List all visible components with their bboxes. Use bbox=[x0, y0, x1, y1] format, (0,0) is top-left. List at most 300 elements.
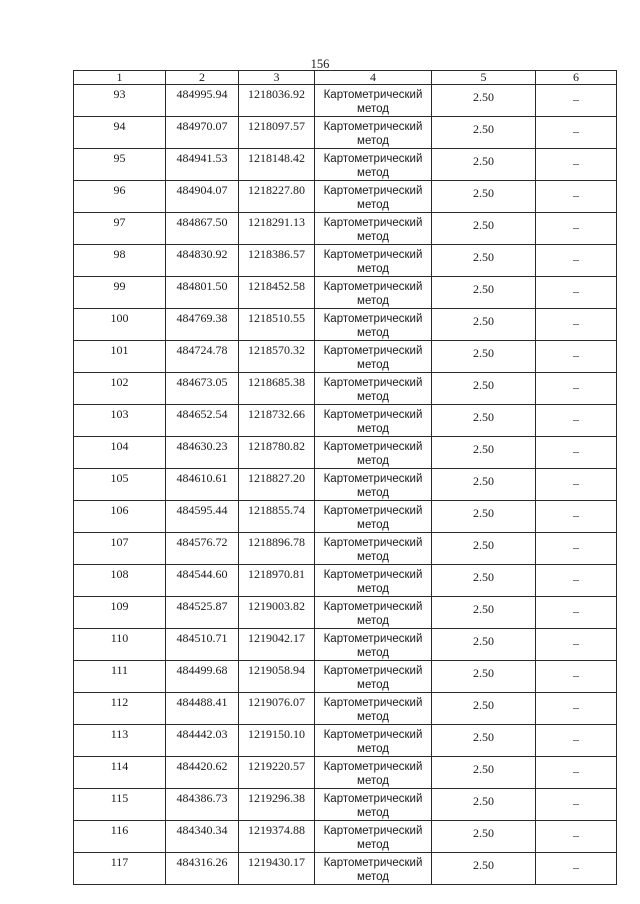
method-cell-text: Картометрический метод bbox=[323, 89, 423, 115]
x-coordinate-cell-text: 484316.26 bbox=[176, 855, 228, 869]
table-row bbox=[74, 405, 617, 437]
precision-cell bbox=[432, 213, 536, 245]
y-coordinate-cell-text: 1218896.78 bbox=[248, 535, 305, 549]
note-cell bbox=[536, 341, 617, 373]
x-coordinate-cell-text: 484801.50 bbox=[176, 279, 228, 293]
precision-cell-text: 2.50 bbox=[473, 602, 494, 616]
point-number-cell bbox=[74, 821, 166, 853]
y-coordinate-cell bbox=[239, 565, 315, 597]
precision-cell-text: 2.50 bbox=[473, 186, 494, 200]
method-cell-text: Картометрический метод bbox=[323, 441, 423, 467]
precision-cell bbox=[432, 693, 536, 725]
precision-cell-text: 2.50 bbox=[473, 282, 494, 296]
precision-cell bbox=[432, 565, 536, 597]
method-cell bbox=[315, 661, 432, 693]
x-coordinate-cell bbox=[166, 821, 239, 853]
precision-cell bbox=[432, 149, 536, 181]
table-row bbox=[74, 277, 617, 309]
method-cell-text: Картометрический метод bbox=[323, 505, 423, 531]
y-coordinate-cell bbox=[239, 661, 315, 693]
precision-cell-text: 2.50 bbox=[473, 378, 494, 392]
x-coordinate-cell-text: 484442.03 bbox=[176, 727, 228, 741]
method-cell-text: Картометрический метод bbox=[323, 793, 423, 819]
note-cell-text: – bbox=[573, 284, 579, 298]
point-number-cell-text: 98 bbox=[113, 247, 126, 261]
x-coordinate-cell-text: 484673.05 bbox=[176, 375, 228, 389]
method-cell-text: Картометрический метод bbox=[323, 601, 423, 627]
y-coordinate-cell bbox=[239, 85, 315, 117]
table-row bbox=[74, 661, 617, 693]
point-number-cell-text: 106 bbox=[110, 503, 129, 517]
point-number-cell-text: 96 bbox=[113, 183, 126, 197]
x-coordinate-cell-text: 484941.53 bbox=[176, 151, 228, 165]
precision-cell bbox=[432, 85, 536, 117]
note-cell bbox=[536, 661, 617, 693]
y-coordinate-cell-text: 1219076.07 bbox=[248, 695, 305, 709]
y-coordinate-cell-text: 1219374.88 bbox=[248, 823, 305, 837]
note-cell-text: – bbox=[573, 412, 579, 426]
method-cell bbox=[315, 341, 432, 373]
method-cell bbox=[315, 437, 432, 469]
note-cell bbox=[536, 501, 617, 533]
precision-cell bbox=[432, 757, 536, 789]
method-cell bbox=[315, 469, 432, 501]
method-cell-text: Картометрический метод bbox=[323, 345, 423, 371]
x-coordinate-cell-text: 484830.92 bbox=[176, 247, 228, 261]
note-cell bbox=[536, 757, 617, 789]
point-number-cell bbox=[74, 437, 166, 469]
table-row bbox=[74, 533, 617, 565]
method-cell-text: Картометрический метод bbox=[323, 857, 423, 883]
note-cell bbox=[536, 789, 617, 821]
x-coordinate-cell-text: 484499.68 bbox=[176, 663, 228, 677]
table-row bbox=[74, 501, 617, 533]
point-number-cell-text: 99 bbox=[113, 279, 126, 293]
method-cell bbox=[315, 213, 432, 245]
point-number-cell-text: 104 bbox=[110, 439, 129, 453]
table-row bbox=[74, 341, 617, 373]
method-cell bbox=[315, 789, 432, 821]
y-coordinate-cell bbox=[239, 757, 315, 789]
y-coordinate-cell-text: 1218685.38 bbox=[248, 375, 305, 389]
precision-cell-text: 2.50 bbox=[473, 346, 494, 360]
x-coordinate-cell-text: 484904.07 bbox=[176, 183, 228, 197]
method-cell-text: Картометрический метод bbox=[323, 281, 423, 307]
precision-cell-text: 2.50 bbox=[473, 826, 494, 840]
point-number-cell bbox=[74, 533, 166, 565]
method-cell bbox=[315, 597, 432, 629]
point-number-cell-text: 100 bbox=[110, 311, 129, 325]
method-cell bbox=[315, 757, 432, 789]
x-coordinate-cell bbox=[166, 85, 239, 117]
method-cell-text: Картометрический метод bbox=[323, 409, 423, 435]
point-number-cell-text: 114 bbox=[110, 759, 129, 773]
table-row bbox=[74, 437, 617, 469]
note-cell-text: – bbox=[573, 92, 579, 106]
note-cell bbox=[536, 853, 617, 885]
point-number-cell bbox=[74, 661, 166, 693]
point-number-cell bbox=[74, 341, 166, 373]
table-header-row bbox=[74, 71, 617, 85]
note-cell bbox=[536, 597, 617, 629]
method-cell bbox=[315, 533, 432, 565]
x-coordinate-cell-text: 484769.38 bbox=[176, 311, 228, 325]
note-cell bbox=[536, 437, 617, 469]
y-coordinate-cell bbox=[239, 309, 315, 341]
point-number-cell bbox=[74, 565, 166, 597]
precision-cell bbox=[432, 853, 536, 885]
precision-cell bbox=[432, 309, 536, 341]
y-coordinate-cell bbox=[239, 789, 315, 821]
method-cell bbox=[315, 245, 432, 277]
y-coordinate-cell-text: 1219003.82 bbox=[248, 599, 305, 613]
coordinates-table bbox=[73, 70, 617, 885]
x-coordinate-cell bbox=[166, 565, 239, 597]
precision-cell bbox=[432, 437, 536, 469]
method-cell bbox=[315, 629, 432, 661]
note-cell bbox=[536, 693, 617, 725]
precision-cell bbox=[432, 725, 536, 757]
point-number-cell-text: 117 bbox=[110, 855, 129, 869]
table-row bbox=[74, 245, 617, 277]
point-number-cell bbox=[74, 85, 166, 117]
precision-cell-text: 2.50 bbox=[473, 794, 494, 808]
table-row bbox=[74, 693, 617, 725]
method-cell bbox=[315, 117, 432, 149]
note-cell-text: – bbox=[573, 604, 579, 618]
x-coordinate-cell-text: 484867.50 bbox=[176, 215, 228, 229]
point-number-cell-text: 94 bbox=[113, 119, 126, 133]
point-number-cell bbox=[74, 597, 166, 629]
y-coordinate-cell bbox=[239, 341, 315, 373]
point-number-cell-text: 101 bbox=[110, 343, 129, 357]
point-number-cell bbox=[74, 149, 166, 181]
point-number-cell-text: 95 bbox=[113, 151, 126, 165]
y-coordinate-cell-text: 1218291.13 bbox=[248, 215, 305, 229]
point-number-cell-text: 113 bbox=[110, 727, 129, 741]
note-cell-text: – bbox=[573, 572, 579, 586]
note-cell-text: – bbox=[573, 764, 579, 778]
point-number-cell-text: 108 bbox=[110, 567, 129, 581]
note-cell-text: – bbox=[573, 156, 579, 170]
method-cell bbox=[315, 149, 432, 181]
x-coordinate-cell-text: 484970.07 bbox=[176, 119, 228, 133]
table-row bbox=[74, 469, 617, 501]
point-number-cell-text: 111 bbox=[110, 663, 129, 677]
header-col-6: 6 bbox=[536, 71, 617, 85]
method-cell-text: Картометрический метод bbox=[323, 153, 423, 179]
point-number-cell bbox=[74, 501, 166, 533]
note-cell-text: – bbox=[573, 508, 579, 522]
precision-cell bbox=[432, 789, 536, 821]
y-coordinate-cell bbox=[239, 693, 315, 725]
x-coordinate-cell bbox=[166, 693, 239, 725]
note-cell bbox=[536, 277, 617, 309]
point-number-cell bbox=[74, 405, 166, 437]
precision-cell bbox=[432, 661, 536, 693]
y-coordinate-cell bbox=[239, 629, 315, 661]
y-coordinate-cell-text: 1219220.57 bbox=[248, 759, 305, 773]
x-coordinate-cell-text: 484386.73 bbox=[176, 791, 228, 805]
y-coordinate-cell-text: 1218510.55 bbox=[248, 311, 305, 325]
y-coordinate-cell bbox=[239, 181, 315, 213]
method-cell-text: Картометрический метод bbox=[323, 665, 423, 691]
point-number-cell bbox=[74, 181, 166, 213]
note-cell-text: – bbox=[573, 860, 579, 874]
note-cell bbox=[536, 149, 617, 181]
point-number-cell bbox=[74, 117, 166, 149]
table-row bbox=[74, 629, 617, 661]
table-row bbox=[74, 149, 617, 181]
y-coordinate-cell-text: 1218732.66 bbox=[248, 407, 305, 421]
precision-cell-text: 2.50 bbox=[473, 442, 494, 456]
point-number-cell-text: 93 bbox=[113, 87, 126, 101]
x-coordinate-cell bbox=[166, 245, 239, 277]
x-coordinate-cell bbox=[166, 661, 239, 693]
point-number-cell-text: 110 bbox=[110, 631, 129, 645]
note-cell-text: – bbox=[573, 668, 579, 682]
y-coordinate-cell bbox=[239, 597, 315, 629]
method-cell bbox=[315, 181, 432, 213]
precision-cell-text: 2.50 bbox=[473, 122, 494, 136]
note-cell bbox=[536, 117, 617, 149]
precision-cell bbox=[432, 501, 536, 533]
note-cell-text: – bbox=[573, 796, 579, 810]
header-col-2: 2 bbox=[166, 71, 239, 85]
precision-cell bbox=[432, 117, 536, 149]
precision-cell-text: 2.50 bbox=[473, 762, 494, 776]
note-cell-text: – bbox=[573, 316, 579, 330]
header-col-5: 5 bbox=[432, 71, 536, 85]
x-coordinate-cell bbox=[166, 405, 239, 437]
note-cell-text: – bbox=[573, 732, 579, 746]
point-number-cell bbox=[74, 373, 166, 405]
precision-cell-text: 2.50 bbox=[473, 314, 494, 328]
precision-cell-text: 2.50 bbox=[473, 410, 494, 424]
x-coordinate-cell-text: 484995.94 bbox=[176, 87, 228, 101]
y-coordinate-cell bbox=[239, 853, 315, 885]
precision-cell-text: 2.50 bbox=[473, 634, 494, 648]
point-number-cell-text: 116 bbox=[110, 823, 129, 837]
precision-cell bbox=[432, 405, 536, 437]
point-number-cell bbox=[74, 213, 166, 245]
y-coordinate-cell bbox=[239, 725, 315, 757]
note-cell-text: – bbox=[573, 540, 579, 554]
x-coordinate-cell bbox=[166, 789, 239, 821]
note-cell bbox=[536, 309, 617, 341]
point-number-cell bbox=[74, 469, 166, 501]
table-row bbox=[74, 117, 617, 149]
y-coordinate-cell bbox=[239, 213, 315, 245]
precision-cell-text: 2.50 bbox=[473, 730, 494, 744]
page-number: 156 bbox=[310, 57, 330, 71]
method-cell bbox=[315, 821, 432, 853]
precision-cell-text: 2.50 bbox=[473, 570, 494, 584]
method-cell-text: Картометрический метод bbox=[323, 377, 423, 403]
precision-cell-text: 2.50 bbox=[473, 666, 494, 680]
y-coordinate-cell-text: 1218827.20 bbox=[248, 471, 305, 485]
note-cell-text: – bbox=[573, 700, 579, 714]
point-number-cell bbox=[74, 245, 166, 277]
precision-cell bbox=[432, 469, 536, 501]
x-coordinate-cell-text: 484630.23 bbox=[176, 439, 228, 453]
precision-cell bbox=[432, 277, 536, 309]
precision-cell bbox=[432, 341, 536, 373]
y-coordinate-cell-text: 1218097.57 bbox=[248, 119, 305, 133]
y-coordinate-cell bbox=[239, 533, 315, 565]
method-cell-text: Картометрический метод bbox=[323, 633, 423, 659]
point-number-cell bbox=[74, 757, 166, 789]
x-coordinate-cell bbox=[166, 309, 239, 341]
x-coordinate-cell bbox=[166, 181, 239, 213]
y-coordinate-cell-text: 1218570.32 bbox=[248, 343, 305, 357]
method-cell bbox=[315, 693, 432, 725]
method-cell bbox=[315, 85, 432, 117]
x-coordinate-cell bbox=[166, 213, 239, 245]
method-cell bbox=[315, 309, 432, 341]
x-coordinate-cell-text: 484576.72 bbox=[176, 535, 228, 549]
method-cell-text: Картометрический метод bbox=[323, 697, 423, 723]
y-coordinate-cell bbox=[239, 277, 315, 309]
x-coordinate-cell bbox=[166, 597, 239, 629]
x-coordinate-cell-text: 484595.44 bbox=[176, 503, 228, 517]
y-coordinate-cell-text: 1218780.82 bbox=[248, 439, 305, 453]
note-cell-text: – bbox=[573, 252, 579, 266]
note-cell-text: – bbox=[573, 476, 579, 490]
note-cell bbox=[536, 213, 617, 245]
note-cell bbox=[536, 533, 617, 565]
x-coordinate-cell bbox=[166, 469, 239, 501]
y-coordinate-cell bbox=[239, 469, 315, 501]
method-cell bbox=[315, 853, 432, 885]
note-cell bbox=[536, 405, 617, 437]
note-cell-text: – bbox=[573, 220, 579, 234]
x-coordinate-cell bbox=[166, 757, 239, 789]
method-cell-text: Картометрический метод bbox=[323, 313, 423, 339]
note-cell bbox=[536, 725, 617, 757]
method-cell-text: Картометрический метод bbox=[323, 217, 423, 243]
table-row bbox=[74, 213, 617, 245]
method-cell-text: Картометрический метод bbox=[323, 121, 423, 147]
table-row bbox=[74, 565, 617, 597]
precision-cell bbox=[432, 533, 536, 565]
point-number-cell-text: 103 bbox=[110, 407, 129, 421]
precision-cell bbox=[432, 245, 536, 277]
note-cell bbox=[536, 565, 617, 597]
x-coordinate-cell bbox=[166, 501, 239, 533]
y-coordinate-cell-text: 1218036.92 bbox=[248, 87, 305, 101]
precision-cell-text: 2.50 bbox=[473, 506, 494, 520]
x-coordinate-cell-text: 484340.34 bbox=[176, 823, 228, 837]
x-coordinate-cell-text: 484652.54 bbox=[176, 407, 228, 421]
y-coordinate-cell bbox=[239, 117, 315, 149]
note-cell-text: – bbox=[573, 828, 579, 842]
precision-cell bbox=[432, 181, 536, 213]
note-cell bbox=[536, 181, 617, 213]
precision-cell-text: 2.50 bbox=[473, 538, 494, 552]
point-number-cell-text: 115 bbox=[110, 791, 129, 805]
x-coordinate-cell-text: 484420.62 bbox=[176, 759, 228, 773]
table-row bbox=[74, 725, 617, 757]
y-coordinate-cell bbox=[239, 149, 315, 181]
x-coordinate-cell-text: 484610.61 bbox=[176, 471, 228, 485]
precision-cell-text: 2.50 bbox=[473, 250, 494, 264]
x-coordinate-cell bbox=[166, 533, 239, 565]
table-row bbox=[74, 597, 617, 629]
y-coordinate-cell-text: 1218970.81 bbox=[248, 567, 305, 581]
note-cell-text: – bbox=[573, 124, 579, 138]
point-number-cell bbox=[74, 789, 166, 821]
point-number-cell-text: 107 bbox=[110, 535, 129, 549]
note-cell bbox=[536, 85, 617, 117]
y-coordinate-cell-text: 1219150.10 bbox=[248, 727, 305, 741]
y-coordinate-cell-text: 1219042.17 bbox=[248, 631, 305, 645]
table-row bbox=[74, 309, 617, 341]
y-coordinate-cell-text: 1218148.42 bbox=[248, 151, 305, 165]
table-row bbox=[74, 181, 617, 213]
point-number-cell bbox=[74, 853, 166, 885]
note-cell bbox=[536, 245, 617, 277]
method-cell bbox=[315, 565, 432, 597]
y-coordinate-cell bbox=[239, 821, 315, 853]
x-coordinate-cell bbox=[166, 437, 239, 469]
table-row bbox=[74, 789, 617, 821]
y-coordinate-cell-text: 1219430.17 bbox=[248, 855, 305, 869]
precision-cell-text: 2.50 bbox=[473, 474, 494, 488]
method-cell-text: Картометрический метод bbox=[323, 473, 423, 499]
note-cell bbox=[536, 373, 617, 405]
point-number-cell-text: 97 bbox=[113, 215, 126, 229]
table-row bbox=[74, 853, 617, 885]
x-coordinate-cell bbox=[166, 149, 239, 181]
x-coordinate-cell bbox=[166, 277, 239, 309]
table-row bbox=[74, 821, 617, 853]
method-cell bbox=[315, 405, 432, 437]
x-coordinate-cell-text: 484544.60 bbox=[176, 567, 228, 581]
note-cell bbox=[536, 629, 617, 661]
y-coordinate-cell-text: 1218452.58 bbox=[248, 279, 305, 293]
y-coordinate-cell-text: 1218227.80 bbox=[248, 183, 305, 197]
method-cell-text: Картометрический метод bbox=[323, 825, 423, 851]
precision-cell-text: 2.50 bbox=[473, 698, 494, 712]
point-number-cell bbox=[74, 693, 166, 725]
method-cell bbox=[315, 373, 432, 405]
table-row bbox=[74, 373, 617, 405]
y-coordinate-cell bbox=[239, 373, 315, 405]
y-coordinate-cell bbox=[239, 437, 315, 469]
precision-cell bbox=[432, 629, 536, 661]
note-cell-text: – bbox=[573, 188, 579, 202]
y-coordinate-cell-text: 1218386.57 bbox=[248, 247, 305, 261]
method-cell-text: Картометрический метод bbox=[323, 761, 423, 787]
x-coordinate-cell-text: 484724.78 bbox=[176, 343, 228, 357]
precision-cell-text: 2.50 bbox=[473, 154, 494, 168]
header-col-1: 1 bbox=[74, 71, 166, 85]
y-coordinate-cell bbox=[239, 245, 315, 277]
point-number-cell-text: 105 bbox=[110, 471, 129, 485]
point-number-cell bbox=[74, 277, 166, 309]
method-cell-text: Картометрический метод bbox=[323, 569, 423, 595]
method-cell-text: Картометрический метод bbox=[323, 729, 423, 755]
note-cell-text: – bbox=[573, 380, 579, 394]
precision-cell bbox=[432, 597, 536, 629]
note-cell-text: – bbox=[573, 636, 579, 650]
method-cell-text: Картометрический метод bbox=[323, 537, 423, 563]
precision-cell bbox=[432, 373, 536, 405]
table-row bbox=[74, 85, 617, 117]
x-coordinate-cell bbox=[166, 853, 239, 885]
note-cell bbox=[536, 469, 617, 501]
